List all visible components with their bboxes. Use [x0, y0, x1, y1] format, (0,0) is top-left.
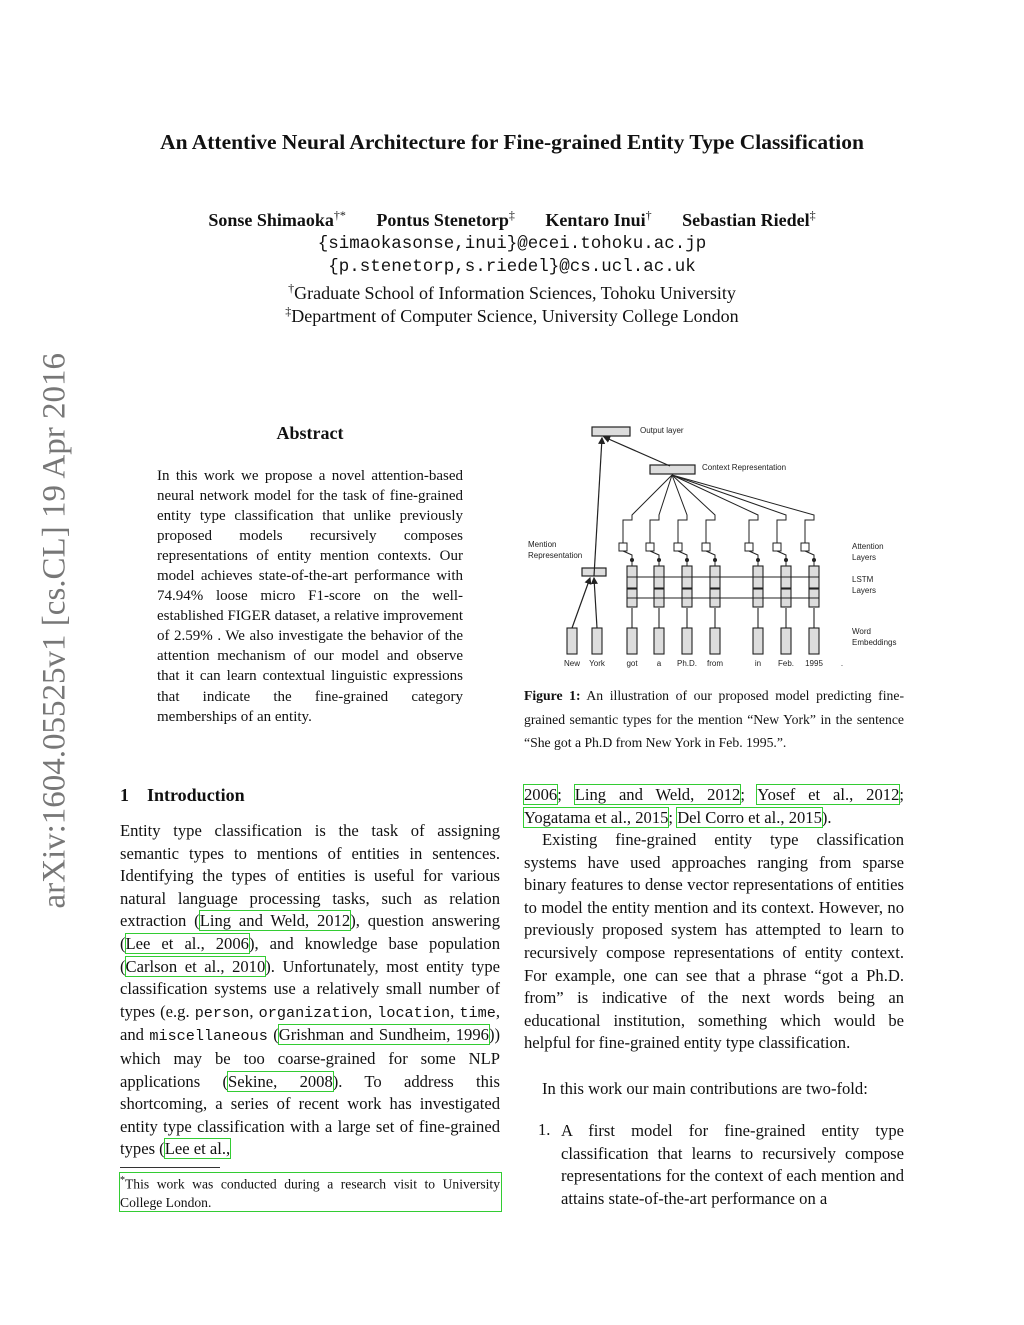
join-dot — [784, 558, 788, 562]
output-layer-box — [592, 427, 630, 436]
email-line-1: {simaokasonse,inui}@ecei.tohoku.ac.jp — [317, 234, 707, 254]
intro-paragraph-3: In this work our main contributions are two-fold: — [542, 1079, 868, 1098]
author-list — [0, 208, 1024, 231]
footnote: *This work was conducted during a research visit to University College London. — [120, 1175, 500, 1211]
attention-node — [674, 543, 682, 551]
author-4: Sebastian Riedel‡ — [682, 208, 816, 230]
type-label: time — [459, 1003, 496, 1022]
footnote-rule — [120, 1167, 220, 1168]
join-dot — [756, 558, 760, 562]
word-embedding-box — [710, 628, 720, 654]
lstm-to-attention-line — [678, 551, 687, 566]
section-heading-introduction: 1 Introduction — [120, 785, 245, 805]
intro-paragraph-1: Entity type classification is the task of assigning semantic types to mentions of entities in sentences. Identifying the types of entities is useful for various natural language processing tasks, such as relation extraction (Ling and Weld, 2012), question answering (Lee et al., 2006), and knowledge base population (Carlson et al., 2010). Unfortunately, most entity type classification systems use a relatively small number of types (e.g. person, organization, location, time, and miscellaneous (Grishman and Sundheim, 1996)) which may be too coarse-grained for some NLP applications (Sekine, 2008). To address this shortcoming, a series of recent work has investigated entity type classification with a large set of fine-grained types (Lee et al., — [120, 821, 501, 1159]
email-line-2: {p.stenetorp,s.riedel}@cs.ucl.ac.uk — [328, 257, 696, 277]
attention-to-context-line — [650, 475, 672, 543]
text-run: ), and knowledge base population ( — [120, 933, 501, 976]
join-dot — [713, 558, 717, 562]
citation-link[interactable]: Del Corro et al., 2015 — [677, 807, 822, 827]
abstract-heading: Abstract — [276, 423, 344, 443]
lstm-layers-label: LSTM Layers — [852, 575, 877, 595]
attention-node — [801, 543, 809, 551]
citation-link[interactable]: Carlson et al., 2010 — [125, 956, 266, 976]
list-number: 1. — [538, 1120, 551, 1139]
citation-link[interactable]: Sekine, 2008 — [227, 1071, 333, 1091]
type-label: organization — [258, 1003, 368, 1022]
word-embedding-box — [809, 628, 819, 654]
word-token: Feb. — [777, 659, 795, 668]
citation-link[interactable]: Ling and Weld, 2012 — [199, 911, 351, 931]
attention-to-context-line — [672, 475, 786, 543]
affiliation-2: ‡Department of Computer Science, University College London — [285, 304, 739, 326]
word-token: New — [563, 659, 581, 668]
word-embedding-box — [627, 628, 637, 654]
word-token: from — [707, 659, 723, 668]
join-dot — [630, 558, 634, 562]
text-run: ), question answering ( — [120, 911, 500, 953]
contribution-list-item: A first model for fine-grained entity type classification that learns to recursively compose representations for the context of each mention and attains state-of-the-art performance on a — [561, 1121, 904, 1208]
join-dot — [657, 558, 661, 562]
intro-continued: 2006; Ling and Weld, 2012; Yosef et al., 2012; Yogatama et al., 2015; Del Corro et al., 2015). — [524, 785, 904, 827]
attention-node — [773, 543, 781, 551]
word-embedding-box — [567, 628, 577, 654]
citation-link[interactable]: Lee et al., — [164, 1139, 231, 1159]
word-token: 1995 — [805, 659, 823, 668]
text-run: ). To address this shortcoming, a series of recent work has investigated entity type classification with a large set of fine-grained types ( — [120, 1071, 500, 1159]
type-label: location — [377, 1003, 451, 1022]
attention-node — [745, 543, 753, 551]
attention-node — [646, 543, 654, 551]
attention-to-context-line — [623, 475, 672, 543]
word-token: got — [626, 659, 638, 668]
word-embedding-box — [753, 628, 763, 654]
lstm-to-attention-line — [650, 551, 659, 566]
word-embeddings-label: Word Embeddings — [852, 627, 897, 647]
word-token: a — [656, 659, 662, 668]
text-run: )) which may be too coarse-grained for some NLP applications ( — [120, 1025, 500, 1091]
citation-link[interactable]: 2006 — [524, 785, 558, 804]
text-run: Entity type classification is the task of assigning semantic types to mentions of entities in sentences. Identifying the types of entities is useful for various natural language processing tasks, such as relation extraction ( — [120, 821, 500, 931]
output-layer-label: Output layer — [640, 426, 684, 435]
lstm-to-attention-line — [777, 551, 786, 566]
citation-link[interactable]: Grishman and Sundheim, 1996 — [278, 1025, 489, 1045]
lstm-to-attention-line — [706, 551, 715, 566]
word-embedding-box — [682, 628, 692, 654]
word-embedding-box — [592, 628, 602, 654]
context-representation-label: Context Representation — [702, 463, 787, 472]
intro-paragraph-2: Existing fine-grained entity type classification systems have used approaches ranging from sparse binary features to dense vector representations of entities to model the entity mention and its context. However, no previously proposed system has attempted to learn to recursively compose representations of entity context. For example, one can see that a phrase “got a Ph.D. from” is indicative of the next words being an educational institution, something which would be helpful for fine-grained entity type classification. — [524, 830, 904, 1053]
citation-link[interactable]: Ling and Weld, 2012 — [574, 785, 741, 804]
affiliation-1: †Graduate School of Information Sciences, Tohoku University — [288, 281, 736, 303]
word-token: in — [754, 659, 762, 668]
figure-caption: Figure 1: An illustration of our proposed model predicting fine-grained semantic types for the mention “New York” in the sentence “She got a Ph.D from New York in Feb. 1995.”. — [524, 688, 904, 750]
lstm-to-attention-line — [749, 551, 758, 566]
text-run: ). Unfortunately, most entity type classification systems use a relatively small number of types (e.g. — [120, 956, 500, 1021]
lstm-to-attention-line — [623, 551, 632, 566]
join-dot — [812, 558, 816, 562]
attention-to-context-line — [672, 475, 687, 543]
mention-representation-label: Mention Representation — [528, 540, 583, 560]
attention-node — [702, 543, 710, 551]
author-1: Sonse Shimaoka†* — [208, 208, 346, 230]
model-architecture-figure — [522, 420, 907, 675]
attention-node — [619, 543, 627, 551]
author-3: Kentaro Inui† — [545, 208, 652, 230]
attention-layers-label: Attention Layers — [852, 542, 884, 562]
arxiv-identifier: arXiv:1604.05525v1 [cs.CL] 19 Apr 2016 — [36, 353, 73, 909]
word-token: . — [840, 659, 844, 668]
citation-link[interactable]: Yosef et al., 2012 — [757, 785, 900, 804]
join-dot — [685, 558, 689, 562]
abstract-body: In this work we propose a novel attention-based neural network model for the task of fine-grained entity type classification that unlike previously proposed models recursively composes representations of entity mention contexts. Our model achieves state-of-the-art performance with 74.94% loose micro F1-score on the well-established FIGER dataset, a relative improvement of 2.59% . We also investigate the behavior of the attention mechanism of our model and observe that it can learn contextual linguistic expressions that indicate the fine-grained category memberships of an entity. — [157, 468, 463, 725]
author-2: Pontus Stenetorp‡ — [376, 208, 515, 230]
word-embedding-box — [654, 628, 664, 654]
type-label: miscellaneous — [149, 1027, 268, 1046]
paper-title: An Attentive Neural Architecture for Fine-grained Entity Type Classification — [160, 130, 864, 154]
word-token: York — [589, 659, 605, 668]
citation-link[interactable]: Yogatama et al., 2015 — [524, 807, 669, 827]
word-embedding-box — [781, 628, 791, 654]
lstm-to-attention-line — [805, 551, 814, 566]
word-token: Ph.D. — [676, 659, 698, 668]
context-representation-box — [650, 465, 695, 474]
type-label: person — [194, 1003, 250, 1022]
citation-link[interactable]: Lee et al., 2006 — [125, 933, 249, 953]
